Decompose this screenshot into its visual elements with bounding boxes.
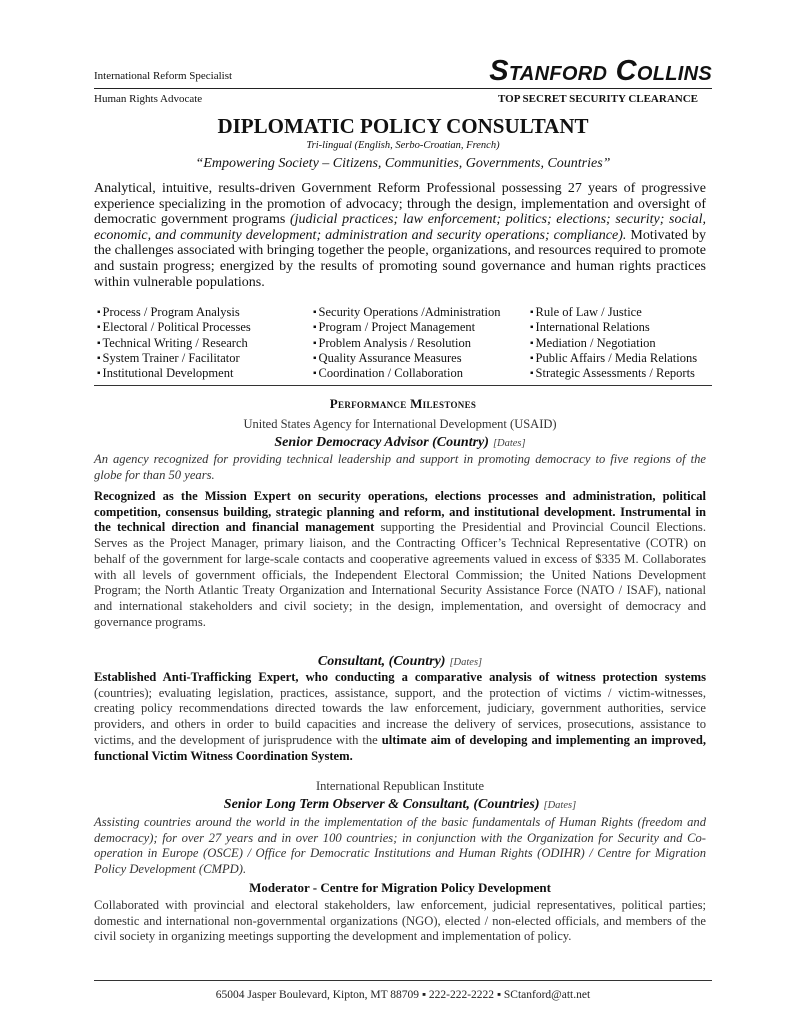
footer-email[interactable]: SCtanford@att.net (503, 989, 591, 1001)
footer-divider (94, 980, 712, 981)
job-3-description: Assisting countries around the world in the implementation of the basic fundamentals of Human Rights (freedom and democracy); for over 27 years and in over 100 countries; in conjunction with the Organization for Security and Co-operation in Europe (OSCE) / Office for Democratic Institutions and Human Rights (ODIHR) / Centre for Migration Policy Development (CMPD). (94, 815, 706, 877)
job-2-role: Consultant, (Country) (317, 654, 446, 669)
contact-footer (94, 989, 712, 1001)
skills-column-1 (97, 305, 251, 381)
summary-text-italic: (judicial practices; law enforcement; politics; elections; security; social, economic, and community development; administration and security operations; compliance). (94, 212, 707, 243)
job-3-title-line (94, 795, 706, 813)
languages-line: Tri-lingual (English, Serbo-Croatian, French) (306, 140, 500, 151)
job-2-body: (countries); evaluating legislation, practices, assistance, support, and the protection of victims / victim-witnesses, creating policy recommendations directed towards the law enforcement, judiciary, government authorities, service providers, and others in order to build capacities and increase the delivery of services, prosecutions, assistance to victims, and the development of jurisprudence with the (94, 685, 706, 747)
skill-item: ▪ Institutional Development (97, 366, 251, 381)
skills-column-2 (313, 305, 500, 381)
job-1-title-line (94, 433, 706, 451)
job-3-role: Senior Long Term Observer & Consultant, (Countries) (223, 797, 540, 812)
skill-item: ▪ Electoral / Political Processes (97, 320, 251, 335)
job-3-dates: [Dates] (543, 800, 577, 811)
job-1-agency-description: An agency recognized for providing technical leadership and support in promoting democracy to five regions of the globe for than 50 years. (94, 452, 706, 482)
header-bottom-row (94, 93, 712, 109)
skill-item: ▪ International Relations (530, 320, 697, 335)
header-divider (94, 88, 712, 89)
skill-item: ▪ System Trainer / Facilitator (97, 351, 251, 366)
job-1-body: supporting the Presidential and Provincial Council Elections. Serves as the Project Manager, primary liaison, and the Contracting Officer’s Technical Representative (COTR) on behalf of the government for large-scale contacts and cooperative agreements valued in excess of $335 M. Collaborates with all levels of government officials, the Independent Electoral Commission; the United Nations Development Program; the North Atlantic Treaty Organization and International Security Assistance Force (NATO / ISAF), national and international stakeholders and civil society; in the design, implementation, and oversight of democracy and governance programs. (94, 520, 706, 629)
footer-address: 65004 Jasper Boulevard, Kipton, MT 88709 (215, 989, 420, 1001)
job-1-highlight: Recognized as the Mission Expert on security operations, elections processes and administration, political competition, consensus building, strategic planning and reform, and institutional development. Instrumental in the technical direction and financial management (94, 489, 706, 535)
job-3-subheading: Moderator - Centre for Migration Policy Development (249, 880, 551, 895)
skill-item: ▪ Process / Program Analysis (97, 305, 251, 320)
skill-item: ▪ Rule of Law / Justice (530, 305, 697, 320)
footer-separator: ▪ (494, 989, 504, 1001)
security-clearance: TOP SECRET SECURITY CLEARANCE (498, 93, 698, 105)
skill-item: ▪ Program / Project Management (313, 320, 500, 335)
skill-item: ▪ Public Affairs / Media Relations (530, 351, 697, 366)
job-1-accomplishments (94, 489, 706, 630)
section-title-performance-milestones: Performance Milestones (329, 396, 477, 411)
header-advocate: Human Rights Advocate (94, 93, 203, 105)
skills-column-3 (530, 305, 697, 381)
header-top-row (94, 54, 712, 86)
skill-item: ▪ Problem Analysis / Resolution (313, 336, 500, 351)
job-3-organization: International Republican Institute (315, 779, 484, 793)
skills-divider (94, 385, 712, 386)
job-2-highlight: Established Anti-Trafficking Expert, who conducting a comparative analysis of witness protection systems (94, 670, 706, 684)
tagline: “Empowering Society – Citizens, Communities, Governments, Countries” (195, 156, 611, 171)
summary-text-2: Motivated by the challenges associated with bringing together the people, organizations, and resources required to promote and sustain progress; energized by the results of promoting sound governance and human rights practices within vulnerable populations. (94, 227, 706, 290)
job-2-accomplishments (94, 670, 706, 764)
candidate-name: Stanford Collins (489, 55, 712, 87)
job-2-highlight-tail: ultimate aim of developing and implementing an improved, functional Victim Witness Coordination System. (94, 732, 706, 763)
resume-title: DIPLOMATIC POLICY CONSULTANT (217, 114, 589, 138)
job-1-organization: United States Agency for International Development (USAID) (243, 417, 557, 431)
skill-item: ▪ Quality Assurance Measures (313, 351, 500, 366)
header-specialty: International Reform Specialist (94, 70, 233, 82)
summary-text-1: Analytical, intuitive, results-driven Government Reform Professional possessing 27 years of progressive experience specializing in the promotion of advocacy; through the design, implementation and oversight of democratic government programs (94, 181, 706, 228)
skill-item: ▪ Coordination / Collaboration (313, 366, 500, 381)
professional-summary (94, 181, 706, 290)
job-1-dates: [Dates] (492, 438, 526, 449)
job-2-dates: [Dates] (449, 657, 483, 668)
footer-phone: 222-222-2222 (428, 989, 495, 1001)
skill-item: ▪ Mediation / Negotiation (530, 336, 697, 351)
skill-item: ▪ Strategic Assessments / Reports (530, 366, 697, 381)
job-2-title-line (94, 652, 706, 670)
footer-separator: ▪ (419, 989, 429, 1001)
skill-item: ▪ Security Operations /Administration (313, 305, 500, 320)
skill-item: ▪ Technical Writing / Research (97, 336, 251, 351)
job-1-role: Senior Democracy Advisor (Country) (274, 435, 489, 450)
job-3-body: Collaborated with provincial and electoral stakeholders, law enforcement, judicial representatives, political parties; domestic and international non-governmental organizations (NGO), elected / non-elected officials, and members of the civil society in organizing meetings supporting the development and implementation of policy. (94, 898, 706, 944)
